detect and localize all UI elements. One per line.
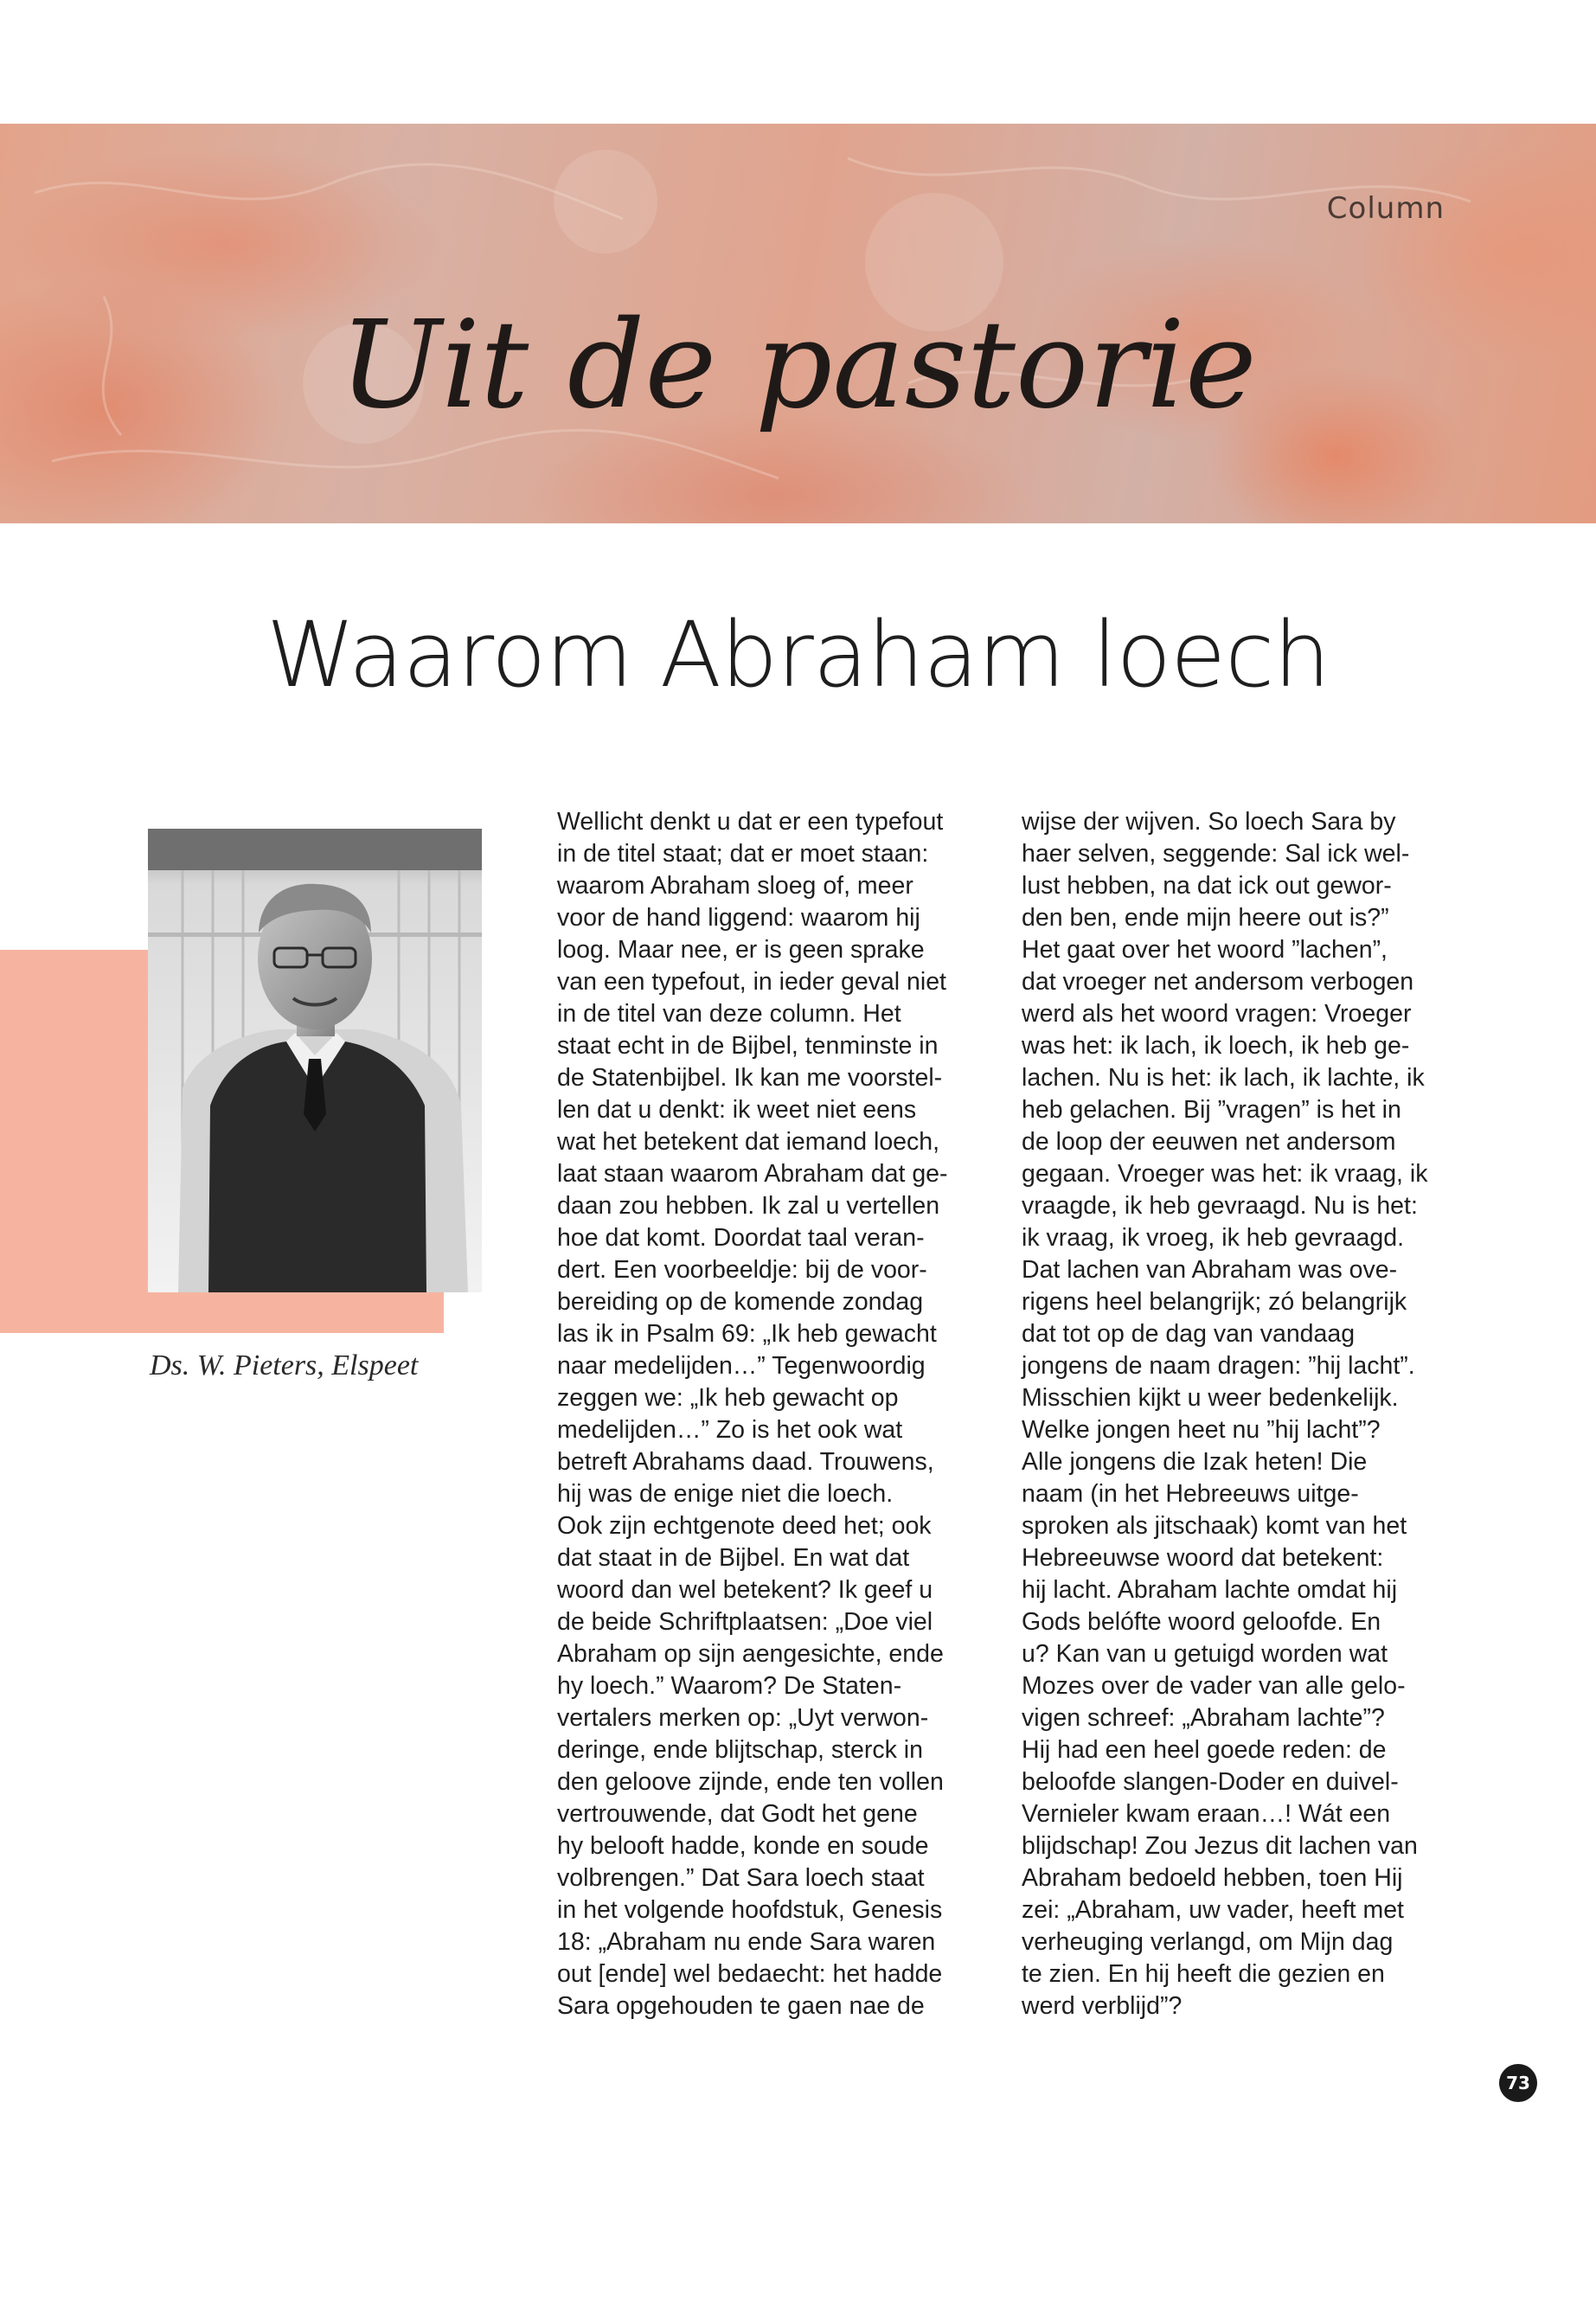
body-text-line: Gods belófte woord geloofde. En: [1022, 1608, 1381, 1636]
body-text-line: medelijden…” Zo is het ook wat: [557, 1416, 903, 1444]
body-text-line: zei: „Abraham, uw vader, heeft met: [1022, 1896, 1404, 1924]
body-text-line: betreft Abrahams daad. Trouwens,: [557, 1448, 934, 1476]
body-text-line: voor de hand liggend: waarom hij: [557, 904, 920, 932]
body-text-line: heb gelachen. Bij ”vragen” is het in: [1022, 1096, 1401, 1124]
body-text-line: hy loech.” Waarom? De Staten-: [557, 1672, 902, 1700]
body-text-line: Ook zijn echtgenote deed het; ook: [557, 1512, 932, 1540]
body-text-line: woord dan wel betekent? Ik geef u: [557, 1576, 933, 1604]
body-text-line: Hij had een heel goede reden: de: [1022, 1736, 1387, 1764]
body-text-line: len dat u denkt: ik weet niet eens: [557, 1096, 917, 1124]
body-text-line: werd verblijd”?: [1022, 1992, 1183, 2020]
body-text-line: waarom Abraham sloeg of, meer: [557, 872, 913, 900]
body-text-line: de beide Schriftplaatsen: „Doe viel: [557, 1608, 933, 1636]
body-text-line: haer selven, seggende: Sal ick wel-: [1022, 840, 1410, 868]
body-text-line: van een typefout, in ieder geval niet: [557, 968, 946, 996]
body-text-line: lachen. Nu is het: ik lach, ik lachte, ik: [1022, 1064, 1425, 1092]
body-text-line: Welke jongen heet nu ”hij lacht”?: [1022, 1416, 1381, 1444]
text-column-1: [557, 806, 990, 2022]
body-text-line: Alle jongens die Izak heten! Die: [1022, 1448, 1368, 1476]
body-text-line: dert. Een voorbeeldje: bij de voor-: [557, 1256, 927, 1284]
body-text-line: out [ende] wel bedaecht: het hadde: [557, 1960, 943, 1988]
body-text-line: 18: „Abraham nu ende Sara waren: [557, 1928, 936, 1956]
body-text-line: werd als het woord vragen: Vroeger: [1022, 1000, 1412, 1028]
section-label: Column: [1326, 191, 1445, 226]
body-text-line: sproken als jitschaak) komt van het: [1022, 1512, 1407, 1540]
body-text-line: dat vroeger net andersom verbogen: [1022, 968, 1414, 996]
body-text-line: naar medelijden…” Tegenwoordig: [557, 1352, 926, 1380]
body-text-line: de Statenbijbel. Ik kan me voorstel-: [557, 1064, 943, 1092]
body-text-line: staat echt in de Bijbel, tenminste in: [557, 1032, 939, 1060]
body-text-line: in de titel staat; dat er moet staan:: [557, 840, 929, 868]
body-text-line: Wellicht denkt u dat er een typefout: [557, 808, 944, 836]
body-text-line: vigen schreef: „Abraham lachte”?: [1022, 1704, 1385, 1732]
body-text-line: dat staat in de Bijbel. En wat dat: [557, 1544, 910, 1572]
body-text-line: jongens de naam dragen: ”hij lacht”.: [1022, 1352, 1415, 1380]
body-text-line: deringe, ende blijtschap, sterck in: [557, 1736, 923, 1764]
body-text-line: vertrouwende, dat Godt het gene: [557, 1800, 918, 1828]
section-title: Uit de pastorie: [339, 295, 1257, 436]
body-text-line: Hebreeuwse woord dat betekent:: [1022, 1544, 1384, 1572]
body-text-line: daan zou hebben. Ik zal u vertellen: [557, 1192, 940, 1220]
body-text-line: rigens heel belangrijk; zó belangrijk: [1022, 1288, 1407, 1316]
body-text-line: hy belooft hadde, konde en soude: [557, 1832, 929, 1860]
body-text-line: gegaan. Vroeger was het: ik vraag, ik: [1022, 1160, 1428, 1188]
body-text-line: dat tot op de dag van vandaag: [1022, 1320, 1356, 1348]
body-text-line: Vernieler kwam eraan…! Wát een: [1022, 1800, 1391, 1828]
body-text-line: de loop der eeuwen net andersom: [1022, 1128, 1396, 1156]
body-text-line: laat staan waarom Abraham dat ge-: [557, 1160, 948, 1188]
text-column-2: [1022, 806, 1454, 2022]
body-text-line: den ben, ende mijn heere out is?”: [1022, 904, 1389, 932]
photo-caption: Ds. W. Pieters, Elspeet: [150, 1349, 419, 1381]
page-number-badge: 73: [1499, 2064, 1537, 2102]
body-text-line: vertalers merken op: „Uyt verwon-: [557, 1704, 929, 1732]
body-text-line: lust hebben, na dat ick out gewor-: [1022, 872, 1392, 900]
header-banner: [0, 124, 1596, 523]
body-text-line: Sara opgehouden te gaen nae de: [557, 1992, 925, 2020]
body-text-line: Het gaat over het woord ”lachen”,: [1022, 936, 1388, 964]
body-text-line: wat het betekent dat iemand loech,: [557, 1128, 940, 1156]
author-photo: [148, 829, 482, 1292]
article-title: Waarom Abraham loech: [266, 602, 1330, 708]
body-text-line: Misschien kijkt u weer bedenkelijk.: [1022, 1384, 1399, 1412]
body-text-line: ik vraag, ik vroeg, ik heb gevraagd.: [1022, 1224, 1404, 1252]
body-text-line: in het volgende hoofdstuk, Genesis: [557, 1896, 943, 1924]
body-text-line: Abraham op sijn aengesichte, ende: [557, 1640, 944, 1668]
body-text-line: bereiding op de komende zondag: [557, 1288, 924, 1316]
body-text-line: Mozes over de vader van alle gelo-: [1022, 1672, 1406, 1700]
body-text-line: hoe dat komt. Doordat taal veran-: [557, 1224, 925, 1252]
body-text-line: zeggen we: „Ik heb gewacht op: [557, 1384, 899, 1412]
body-text-line: hij lacht. Abraham lachte omdat hij: [1022, 1576, 1398, 1604]
body-text-line: wijse der wijven. So loech Sara by: [1022, 808, 1396, 836]
body-text-line: in de titel van deze column. Het: [557, 1000, 901, 1028]
body-text-line: u? Kan van u getuigd worden wat: [1022, 1640, 1388, 1668]
body-text-line: naam (in het Hebreeuws uitge-: [1022, 1480, 1359, 1508]
body-text-line: vraagde, ik heb gevraagd. Nu is het:: [1022, 1192, 1418, 1220]
body-text-line: las ik in Psalm 69: „Ik heb gewacht: [557, 1320, 937, 1348]
body-text-line: hij was de enige niet die loech.: [557, 1480, 894, 1508]
body-text-line: loog. Maar nee, er is geen sprake: [557, 936, 925, 964]
body-text-line: Dat lachen van Abraham was ove-: [1022, 1256, 1398, 1284]
body-text-line: den geloove zijnde, ende ten vollen: [557, 1768, 944, 1796]
body-text-line: volbrengen.” Dat Sara loech staat: [557, 1864, 925, 1892]
body-text-line: was het: ik lach, ik loech, ik heb ge-: [1022, 1032, 1410, 1060]
body-text-line: Abraham bedoeld hebben, toen Hij: [1022, 1864, 1403, 1892]
body-text-line: verheuging verlangd, om Mijn dag: [1022, 1928, 1394, 1956]
body-text-line: blijdschap! Zou Jezus dit lachen van: [1022, 1832, 1418, 1860]
body-text-line: te zien. En hij heeft die gezien en: [1022, 1960, 1385, 1988]
body-text-line: beloofde slangen-Doder en duivel-: [1022, 1768, 1399, 1796]
